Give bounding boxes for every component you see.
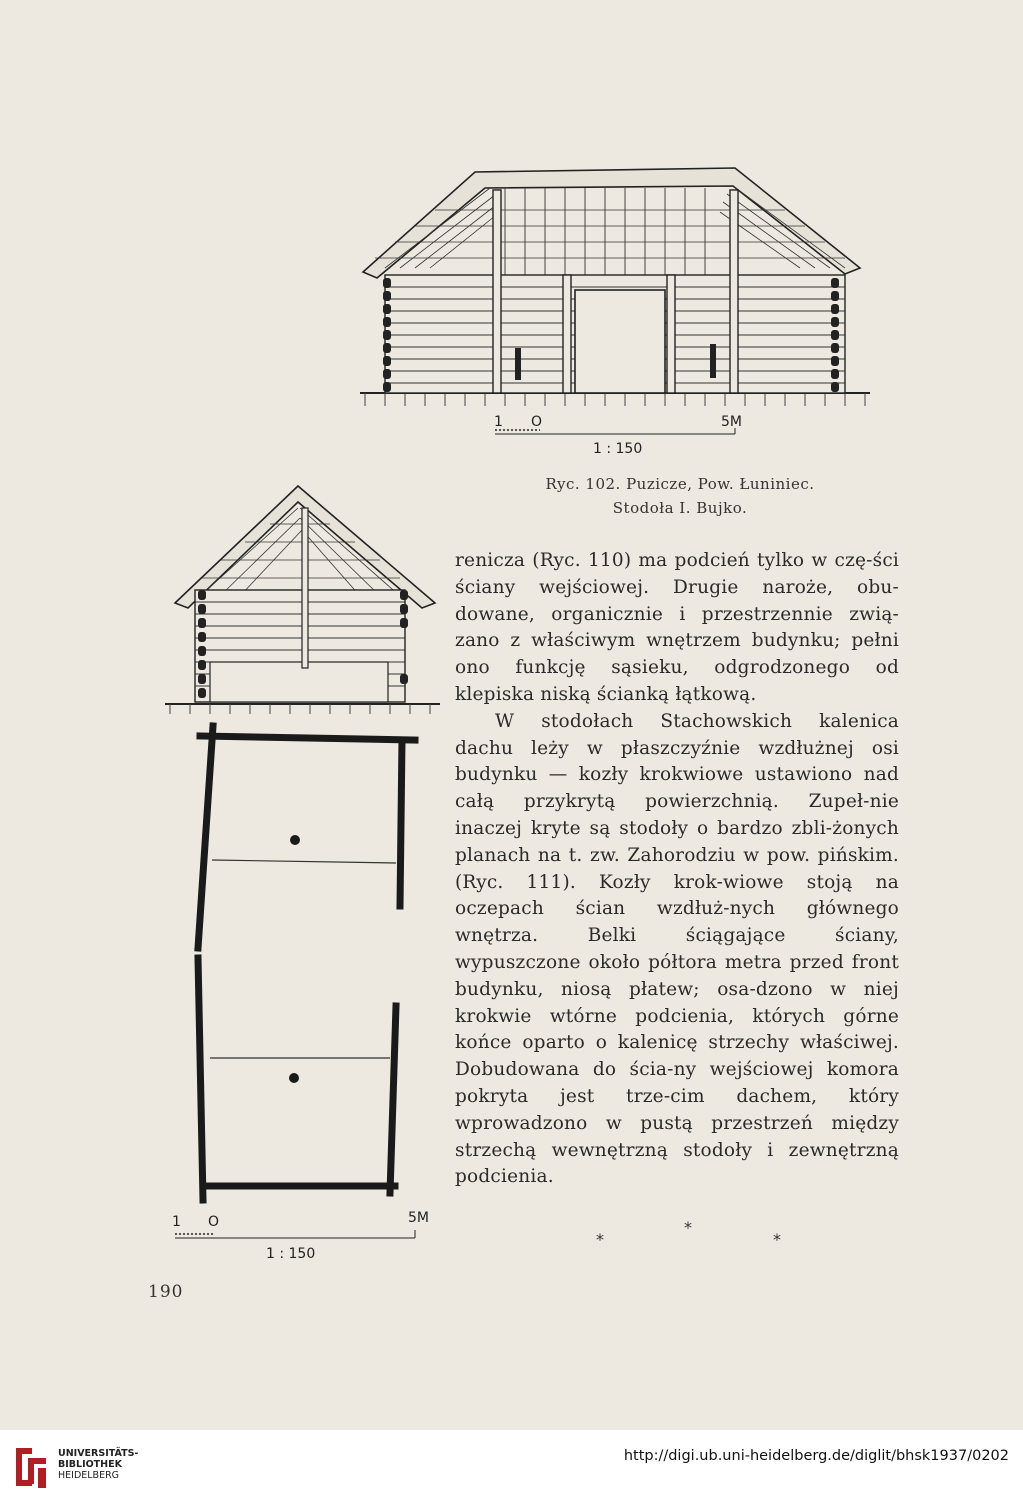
library-name-line-3: HEIDELBERG (58, 1470, 120, 1481)
barn-gable-and-plan-drawing (160, 478, 445, 1268)
section-separator-stars (580, 1218, 800, 1248)
barn-elevation-drawing (355, 150, 875, 460)
plan-scale-label-5m: 5M (408, 1210, 429, 1226)
paragraph-1: renicza (Ryc. 110) ma podcień tylko w czę-ści ściany wejściowej. Drugie naroże, obu-dowane, organicznie i przestrzennie zwią-zano z właściwym wnętrzem budynku; pełni ono funkcję sąsieku, odgrodzonego od klepiska niską ścianką łątkową. (455, 550, 899, 705)
figure-caption (470, 472, 890, 520)
star-1: * (684, 1218, 692, 1237)
source-url-link[interactable]: http://digi.ub.uni-heidelberg.de/diglit/bhsk1937/0202 (623, 1448, 1009, 1464)
library-name-line-2: BIBLIOTHEK (58, 1459, 122, 1470)
caption-line-1: Ryc. 102. Puzicze, Pow. Łuniniec. (545, 475, 815, 493)
scale-label-5m: 5M (721, 414, 742, 430)
plan-scale-label-1: 1 (172, 1214, 181, 1230)
body-text (455, 548, 899, 1191)
footer-bar (0, 1430, 1023, 1505)
scale-label-1: 1 (494, 414, 503, 430)
star-2: * (596, 1230, 604, 1249)
plan-scale-ratio: 1 : 150 (266, 1246, 316, 1262)
star-3: * (773, 1230, 781, 1249)
plan-scale-label-0: O (208, 1214, 220, 1230)
library-name (58, 1448, 138, 1481)
caption-line-2: Stodoła I. Bujko. (612, 499, 748, 517)
paragraph-2: W stodołach Stachowskich kalenica dachu leży w płaszczyźnie wzdłużnej osi budynku — kozły krokwiowe ustawiono nad całą przykrytą powierzchnią. Zupeł-nie inaczej kryte są stodoły o bardzo zbli-żonych planach na t. zw. Zahorodziu w pow. pińskim. (Ryc. 111). Kozły krok-wiowe stoją na oczepach ścian wzdłuż-nych głównego wnętrza. Belki ściągające ściany, wypuszczone około półtora metra przed front budynku, niosą płatew; osa-dzono w niej krokwie wtórne podcienia, których górne końce oparto o kalenicę strzechy właściwej. Dobudowana do ścia-ny wejściowej komora pokryta jest trze-cim dachem, który wprowadzono w pustą przestrzeń między strzechą wewnętrzną stodoły i zewnętrzną podcienia. (455, 710, 899, 1188)
library-logo-icon (12, 1444, 50, 1490)
scale-ratio: 1 : 150 (593, 441, 643, 457)
library-name-line-1: UNIVERSITÄTS- (58, 1448, 139, 1459)
scale-label-0: O (531, 414, 543, 430)
page-number: 190 (148, 1282, 184, 1302)
